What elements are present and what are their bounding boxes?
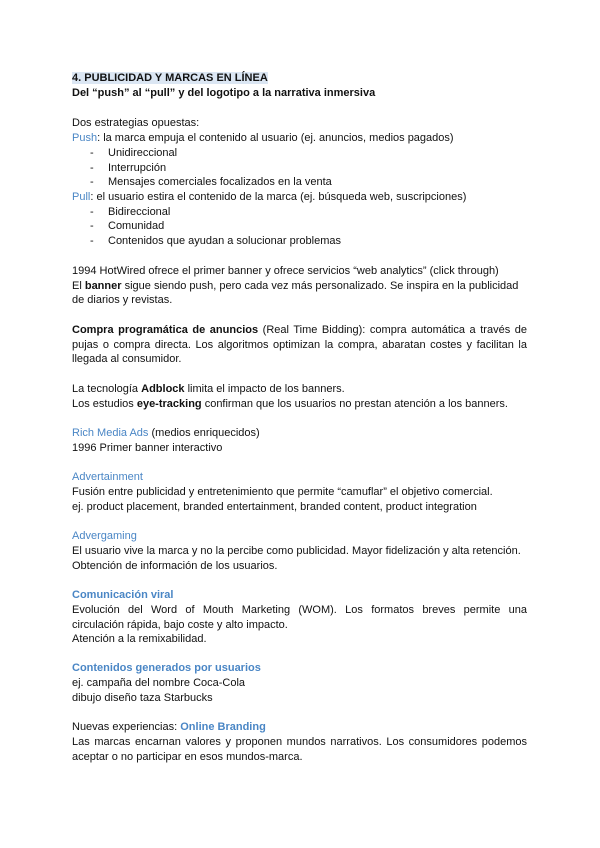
- advertainment-line-1: Fusión entre publicidad y entretenimiento que permite “camuflar” el objetivo comercial.: [72, 486, 493, 498]
- subtitle: Del “push” al “pull” y del logotipo a la narrativa inmersiva: [72, 87, 376, 99]
- rich-media-heading: Rich Media Ads (medios enriquecidos): [72, 427, 260, 439]
- advergaming-heading: Advergaming: [72, 530, 137, 542]
- viral-line-2: circulación rápida, bajo coste y alto impacto.: [72, 619, 288, 631]
- pull-item: Contenidos que ayudan a solucionar problemas: [108, 235, 341, 247]
- ugc-line-2: dibujo diseño taza Starbucks: [72, 692, 213, 704]
- banner-description: El banner sigue siendo push, pero cada vez más personalizado. Se inspira en la publicidad: [72, 280, 519, 292]
- banner-description-cont: de diarios y revistas.: [72, 294, 173, 306]
- pull-definition: Pull: el usuario estira el contenido de la marca (ej. búsqueda web, suscripciones): [72, 191, 467, 203]
- banner-history: 1994 HotWired ofrece el primer banner y ofrece servicios “web analytics” (click through): [72, 265, 499, 277]
- rich-media-line: 1996 Primer banner interactivo: [72, 442, 223, 454]
- viral-line-1: Evolución del Word of Mouth Marketing (WOM). Los formatos breves permite una: [72, 604, 527, 616]
- branding-heading: Nuevas experiencias: Online Branding: [72, 721, 266, 733]
- dash-bullet: -: [90, 235, 94, 247]
- branding-line-2: aceptar o no participar en esos mundos-marca.: [72, 751, 303, 763]
- programmatic-line-3: llegada al consumidor.: [72, 353, 182, 365]
- pull-term: Pull: [72, 191, 91, 203]
- eye-tracking-line: Los estudios eye-tracking confirman que los usuarios no prestan atención a los banners.: [72, 398, 508, 410]
- ugc-line-1: ej. campaña del nombre Coca-Cola: [72, 677, 246, 689]
- push-item: Mensajes comerciales focalizados en la venta: [108, 176, 332, 188]
- advergaming-line-1: El usuario vive la marca y no la percibe como publicidad. Mayor fidelización y alta retención.: [72, 545, 521, 557]
- advertainment-line-2: ej. product placement, branded entertainment, branded content, product integration: [72, 501, 477, 513]
- ugc-heading: Contenidos generados por usuarios: [72, 662, 261, 674]
- adblock-line: La tecnología Adblock limita el impacto de los banners.: [72, 383, 345, 395]
- push-item: Unidireccional: [108, 147, 178, 159]
- push-item: Interrupción: [108, 162, 167, 174]
- viral-line-3: Atención a la remixabilidad.: [72, 633, 207, 645]
- push-term: Push: [72, 132, 98, 144]
- dash-bullet: -: [90, 206, 94, 218]
- dash-bullet: -: [90, 162, 94, 174]
- advertainment-heading: Advertainment: [72, 471, 143, 483]
- dash-bullet: -: [90, 220, 94, 232]
- programmatic-line-1: Compra programática de anuncios (Real Time Bidding): compra automática a través de: [72, 324, 527, 336]
- viral-heading: Comunicación viral: [72, 589, 174, 601]
- section-title: 4. PUBLICIDAD Y MARCAS EN LÍNEA: [72, 72, 268, 84]
- branding-line-1: Las marcas encarnan valores y proponen mundos narrativos. Los consumidores podemos: [72, 736, 527, 748]
- advergaming-line-2: Obtención de información de los usuarios.: [72, 560, 278, 572]
- pull-item: Bidireccional: [108, 206, 171, 218]
- programmatic-line-2: pujas o compra directa. Los algoritmos optimizan la compra, abaratan costes y facilitan la: [72, 339, 527, 351]
- dash-bullet: -: [90, 176, 94, 188]
- intro-text: Dos estrategias opuestas:: [72, 117, 200, 129]
- dash-bullet: -: [90, 147, 94, 159]
- push-definition: Push: la marca empuja el contenido al usuario (ej. anuncios, medios pagados): [72, 132, 454, 144]
- pull-item: Comunidad: [108, 220, 165, 232]
